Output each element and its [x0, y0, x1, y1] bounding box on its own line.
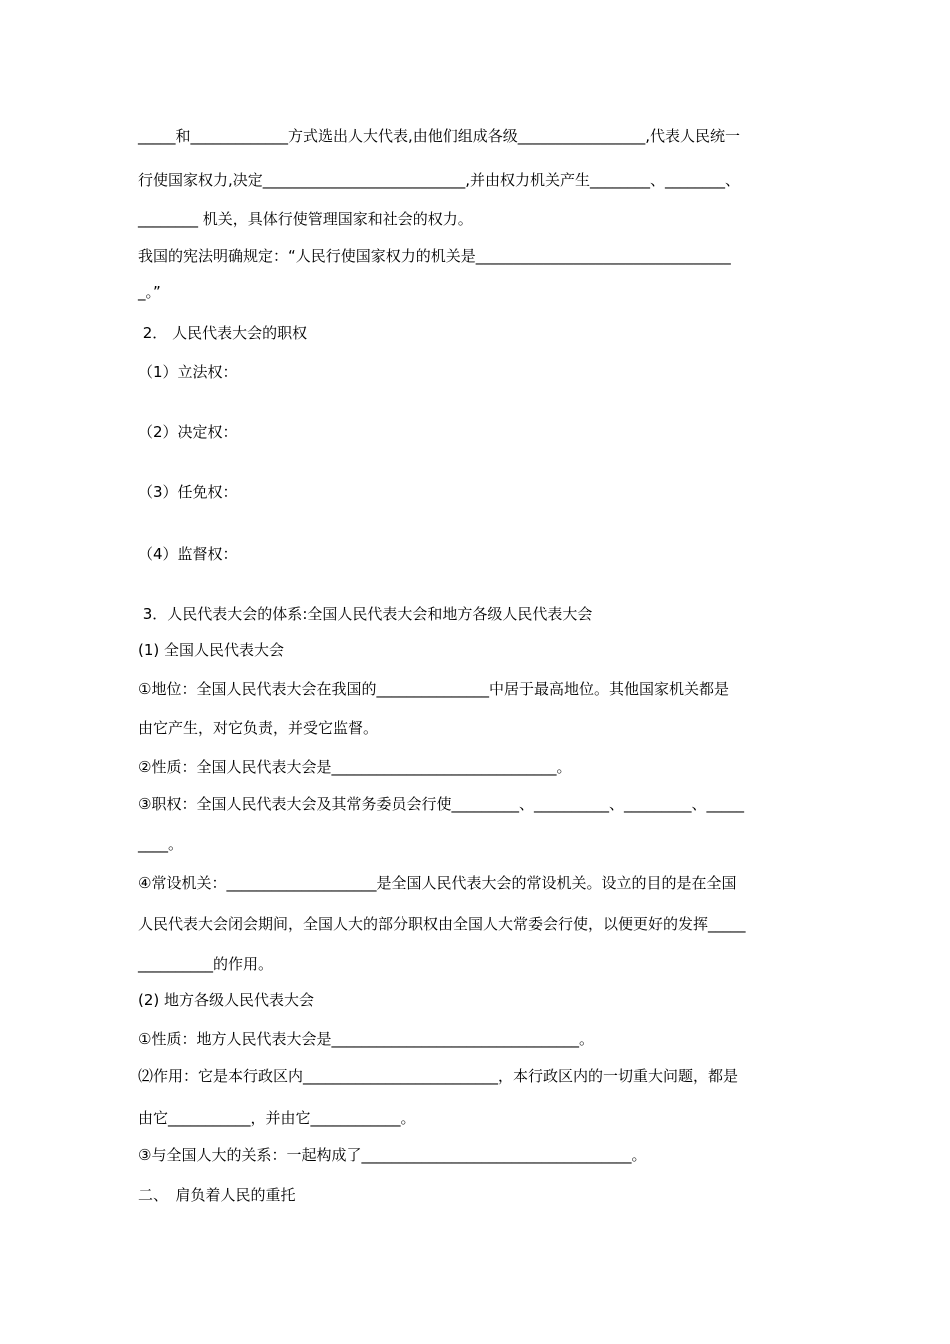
text-line: （4）监督权：	[138, 545, 238, 563]
text-line: ________ 机关，具体行使管理国家和社会的权力。	[138, 210, 473, 228]
text-line: _。”	[138, 283, 161, 301]
text-line: ②性质：全国人民代表大会是______________________________。	[138, 758, 572, 776]
text-line: 行使国家权力,决定___________________________,并由权力机关产生________、________、	[138, 171, 741, 189]
subsection-heading: (2) 地方各级人民代表大会	[138, 991, 315, 1009]
text-line: （3）任免权：	[138, 483, 238, 501]
text-line: （2）决定权：	[138, 423, 238, 441]
subsection-heading: (1) 全国人民代表大会	[138, 641, 285, 659]
text-line: ____。	[138, 835, 184, 853]
section-heading: 3．人民代表大会的体系:全国人民代表大会和地方各级人民代表大会	[138, 605, 593, 623]
text-line: _____和_____________方式选出人大代表,由他们组成各级_________________,代表人民统一	[138, 127, 741, 145]
section-heading: 二、 肩负着人民的重托	[138, 1186, 296, 1204]
section-heading: 2． 人民代表大会的职权	[138, 324, 308, 342]
text-line: ①地位：全国人民代表大会在我国的_______________中居于最高地位。其他国家机关都是	[138, 680, 729, 698]
text-line: 我国的宪法明确规定：“人民行使国家权力的机关是__________________________________	[138, 247, 731, 265]
text-line: ③与全国人大的关系：一起构成了____________________________________。	[138, 1146, 647, 1164]
text-line: 由它___________，并由它____________。	[138, 1109, 416, 1127]
text-line: （1）立法权：	[138, 363, 238, 381]
text-line: __________的作用。	[138, 955, 274, 973]
text-line: ③职权：全国人民代表大会及其常务委员会行使_________、__________、_________、_____	[138, 795, 744, 813]
text-line: ④常设机关：____________________是全国人民代表大会的常设机关。设立的目的是在全国	[138, 874, 737, 892]
text-line: 人民代表大会闭会期间，全国人大的部分职权由全国人大常委会行使，以便更好的发挥_____	[138, 915, 746, 933]
text-line: ①性质：地方人民代表大会是_________________________________。	[138, 1030, 594, 1048]
text-line: 由它产生，对它负责，并受它监督。	[138, 719, 379, 737]
text-line: ⑵作用：它是本行政区内__________________________，本行政区内的一切重大问题，都是	[138, 1067, 739, 1085]
